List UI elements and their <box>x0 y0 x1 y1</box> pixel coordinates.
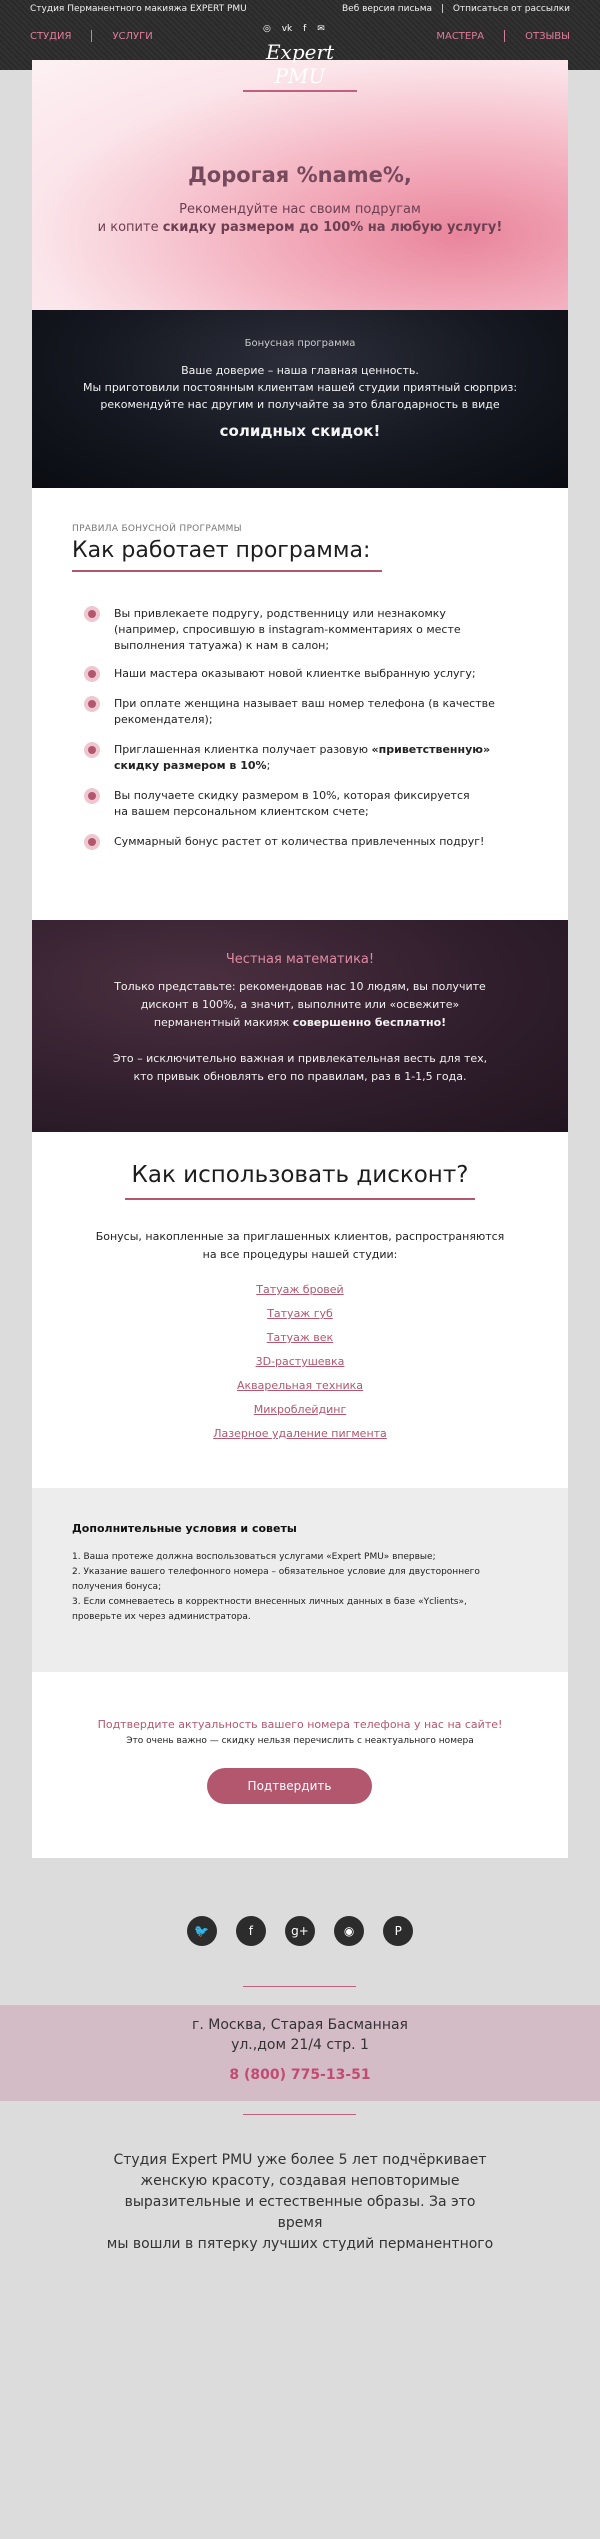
about-line-3: выразительные и естественные образы. За это время <box>124 2194 476 2231</box>
hero-text <box>32 201 568 237</box>
rule-2-text: Наши мастера оказывают новой клиентке выбранную услугу; <box>114 667 476 680</box>
address-line-2: ул.,дом 21/4 стр. 1 <box>231 2037 369 2053</box>
google-plus-icon[interactable]: g+ <box>285 1916 315 1946</box>
service-links <box>32 1278 568 1446</box>
rss-icon[interactable]: ◉ <box>334 1916 364 1946</box>
rule-item <box>84 666 534 682</box>
rules-section <box>32 488 568 920</box>
extra-title: Дополнительные условия и советы <box>72 1522 297 1535</box>
top-links <box>336 4 570 14</box>
math-title: Честная математика! <box>225 952 375 967</box>
confirm-button[interactable]: Подтвердить <box>207 1768 372 1804</box>
nav-studio[interactable]: СТУДИЯ <box>30 31 72 42</box>
instagram-icon[interactable]: ◎ <box>263 24 271 34</box>
top-separator: | <box>440 4 444 14</box>
rule-1-line-2: (например, спросившую в instagram-комментариях о месте <box>114 623 461 636</box>
rule-4-end: ; <box>266 759 271 772</box>
bullet-icon <box>84 742 100 758</box>
nav-masters[interactable]: МАСТЕРА <box>436 31 485 42</box>
rule-item <box>84 606 534 654</box>
pinterest-icon[interactable]: P <box>383 1916 413 1946</box>
bonus-line-3: рекомендуйте нас другим и получайте за это благодарность в виде <box>100 398 500 411</box>
rule-4-line-1 <box>114 742 534 758</box>
rules-title: Как работает программа: <box>72 538 371 563</box>
service-link-laser[interactable]: Лазерное удаление пигмента <box>213 1427 387 1440</box>
vk-icon[interactable]: vk <box>281 24 293 34</box>
rules-list <box>84 606 534 850</box>
hero-title: Дорогая %name%, <box>188 163 412 187</box>
extra-line-3: получения бонуса; <box>72 1582 162 1592</box>
hero-line-2 <box>32 219 568 237</box>
bullet-icon <box>84 606 100 622</box>
bullet-icon <box>84 666 100 682</box>
studio-label: Студия Перманентного макияжа EXPERT PMU <box>30 4 247 14</box>
math-paragraph-2 <box>32 1050 568 1086</box>
extra-line-4: 3. Если сомневаетесь в корректности внесенных личных данных в базе «Yclients», <box>72 1597 467 1607</box>
bonus-caption: Бонусная программа <box>244 338 356 349</box>
rule-3-line-1: При оплате женщина называет ваш номер телефона (в качестве <box>114 697 495 710</box>
bonus-section <box>32 310 568 488</box>
bonus-text <box>32 362 568 413</box>
address-line-1: г. Москва, Старая Басманная <box>192 2017 408 2033</box>
unsubscribe-link[interactable]: Отписаться от рассылки <box>452 4 570 14</box>
nav-left <box>30 30 173 42</box>
discount-text-line-1: Бонусы, накопленные за приглашенных клиентов, распространяются <box>95 1230 505 1243</box>
footer-divider <box>243 1986 356 1987</box>
nav-right <box>436 30 570 42</box>
email-icon[interactable]: ✉ <box>317 24 325 34</box>
facebook-icon[interactable]: f <box>303 24 307 34</box>
bonus-line-1: Ваше доверие – наша главная ценность. <box>181 364 419 377</box>
twitter-icon[interactable]: 🐦 <box>187 1916 217 1946</box>
rule-item <box>84 696 534 728</box>
contacts-block <box>0 2005 600 2101</box>
rule-1-line-3: выполнения татуажа) к нам в салон; <box>114 639 330 652</box>
rule-4-bold-2: скидку размером в 10% <box>114 759 267 772</box>
service-link-brows[interactable]: Татуаж бровей <box>256 1283 344 1296</box>
confirm-title: Подтвердите актуальность вашего номера телефона у нас на сайте! <box>97 1718 503 1731</box>
about-line-1: Студия Expert PMU уже более 5 лет подчёркивает <box>113 2152 487 2168</box>
about-text <box>105 2150 495 2255</box>
rule-item <box>84 788 534 820</box>
rule-5-line-2: на вашем персональном клиентском счете; <box>114 805 369 818</box>
extra-conditions <box>32 1488 568 1672</box>
rule-1-line-1: Вы привлекаете подругу, родственницу или незнакомку <box>114 607 446 620</box>
nav-services[interactable]: УСЛУГИ <box>112 31 153 42</box>
rule-5-line-1: Вы получаете скидку размером в 10%, которая фиксируется <box>114 789 470 802</box>
discount-text <box>32 1228 568 1264</box>
nav-reviews[interactable]: ОТЗЫВЫ <box>525 31 570 42</box>
confirm-note: Это очень важно — скидку нельзя перечислить с неактуального номера <box>126 1736 474 1746</box>
service-link-lips[interactable]: Татуаж губ <box>267 1307 333 1320</box>
about-line-2: женскую красоту, создавая неповторимые <box>140 2173 460 2189</box>
confirm-section <box>32 1672 568 1858</box>
extra-list <box>72 1550 528 1625</box>
service-link-3d[interactable]: 3D-растушевка <box>255 1355 345 1368</box>
address <box>0 2015 600 2055</box>
rules-caption: ПРАВИЛА БОНУСНОЙ ПРОГРАММЫ <box>72 524 242 534</box>
math-p1-bold: совершенно бесплатно! <box>292 1016 447 1029</box>
bonus-line-2: Мы приготовили постоянным клиентам нашей студии приятный сюрприз: <box>82 381 518 394</box>
facebook-icon[interactable]: f <box>236 1916 266 1946</box>
bullet-icon <box>84 788 100 804</box>
footer-divider <box>243 2114 356 2115</box>
rule-item <box>84 742 534 774</box>
extra-line-5: проверьте их через администратора. <box>72 1612 251 1622</box>
discount-title: Как использовать дисконт? <box>131 1162 469 1188</box>
footer-social <box>0 1916 600 1946</box>
rule-4-bold-1: «приветственную» <box>371 743 491 756</box>
math-p2-line-1: Это – исключительно важная и привлекательная весть для тех, <box>112 1052 488 1065</box>
header-social <box>263 24 333 34</box>
math-section <box>32 920 568 1132</box>
rule-item <box>84 834 534 850</box>
extra-line-1: 1. Ваша протеже должна воспользоваться услугами «Expert PMU» впервые; <box>72 1552 436 1562</box>
rules-underline <box>72 570 382 572</box>
rule-4-line-2 <box>114 758 534 774</box>
math-p1-line-1: Только представьте: рекомендовав нас 10 людям, вы получите <box>114 980 486 993</box>
math-p2-line-2: кто привык обновлять его по правилам, раз в 1-1,5 года. <box>133 1070 467 1083</box>
hero-line-2-bold: скидку размером до 100% на любую услугу! <box>162 220 503 235</box>
rule-6-text: Суммарный бонус растет от количества привлеченных подруг! <box>114 835 485 848</box>
nav-divider <box>91 30 92 42</box>
content-card <box>32 60 568 1858</box>
math-p1-line-3 <box>32 1014 568 1032</box>
math-paragraph-1 <box>32 978 568 1032</box>
bonus-strong: солидных скидок! <box>219 422 381 440</box>
discount-underline <box>125 1198 475 1200</box>
phone-link[interactable]: 8 (800) 775-13-51 <box>229 2067 371 2083</box>
web-version-link[interactable]: Веб версия письма <box>341 4 433 14</box>
about-line-4: мы вошли в пятерку лучших студий перманентного <box>106 2236 494 2252</box>
extra-line-2: 2. Указание вашего телефонного номера – обязательное условие для двустороннего <box>72 1567 480 1577</box>
hero-line-2-prefix: и копите <box>97 220 163 235</box>
service-link-watercolor[interactable]: Акварельная техника <box>236 1379 364 1392</box>
bullet-icon <box>84 834 100 850</box>
logo[interactable] <box>243 40 357 92</box>
math-p1-line-2: дисконт в 100%, а значит, выполните или «освежите» <box>140 998 460 1011</box>
discount-text-line-2: на все процедуры нашей студии: <box>202 1248 398 1261</box>
math-p1-prefix: перманентный макияж <box>153 1016 293 1029</box>
service-link-microblading[interactable]: Микроблейдинг <box>253 1403 347 1416</box>
logo-underline <box>243 90 357 92</box>
service-link-eyes[interactable]: Татуаж век <box>266 1331 334 1344</box>
hero-line-1: Рекомендуйте нас своим подругам <box>179 202 421 217</box>
nav-divider <box>504 30 505 42</box>
bullet-icon <box>84 696 100 712</box>
rule-3-line-2: рекомендателя); <box>114 713 213 726</box>
rule-4-text: Приглашенная клиентка получает разовую <box>114 743 372 756</box>
discount-section <box>32 1132 568 1488</box>
logo-text: Expert PMU <box>265 40 335 88</box>
hero-section <box>32 60 568 310</box>
